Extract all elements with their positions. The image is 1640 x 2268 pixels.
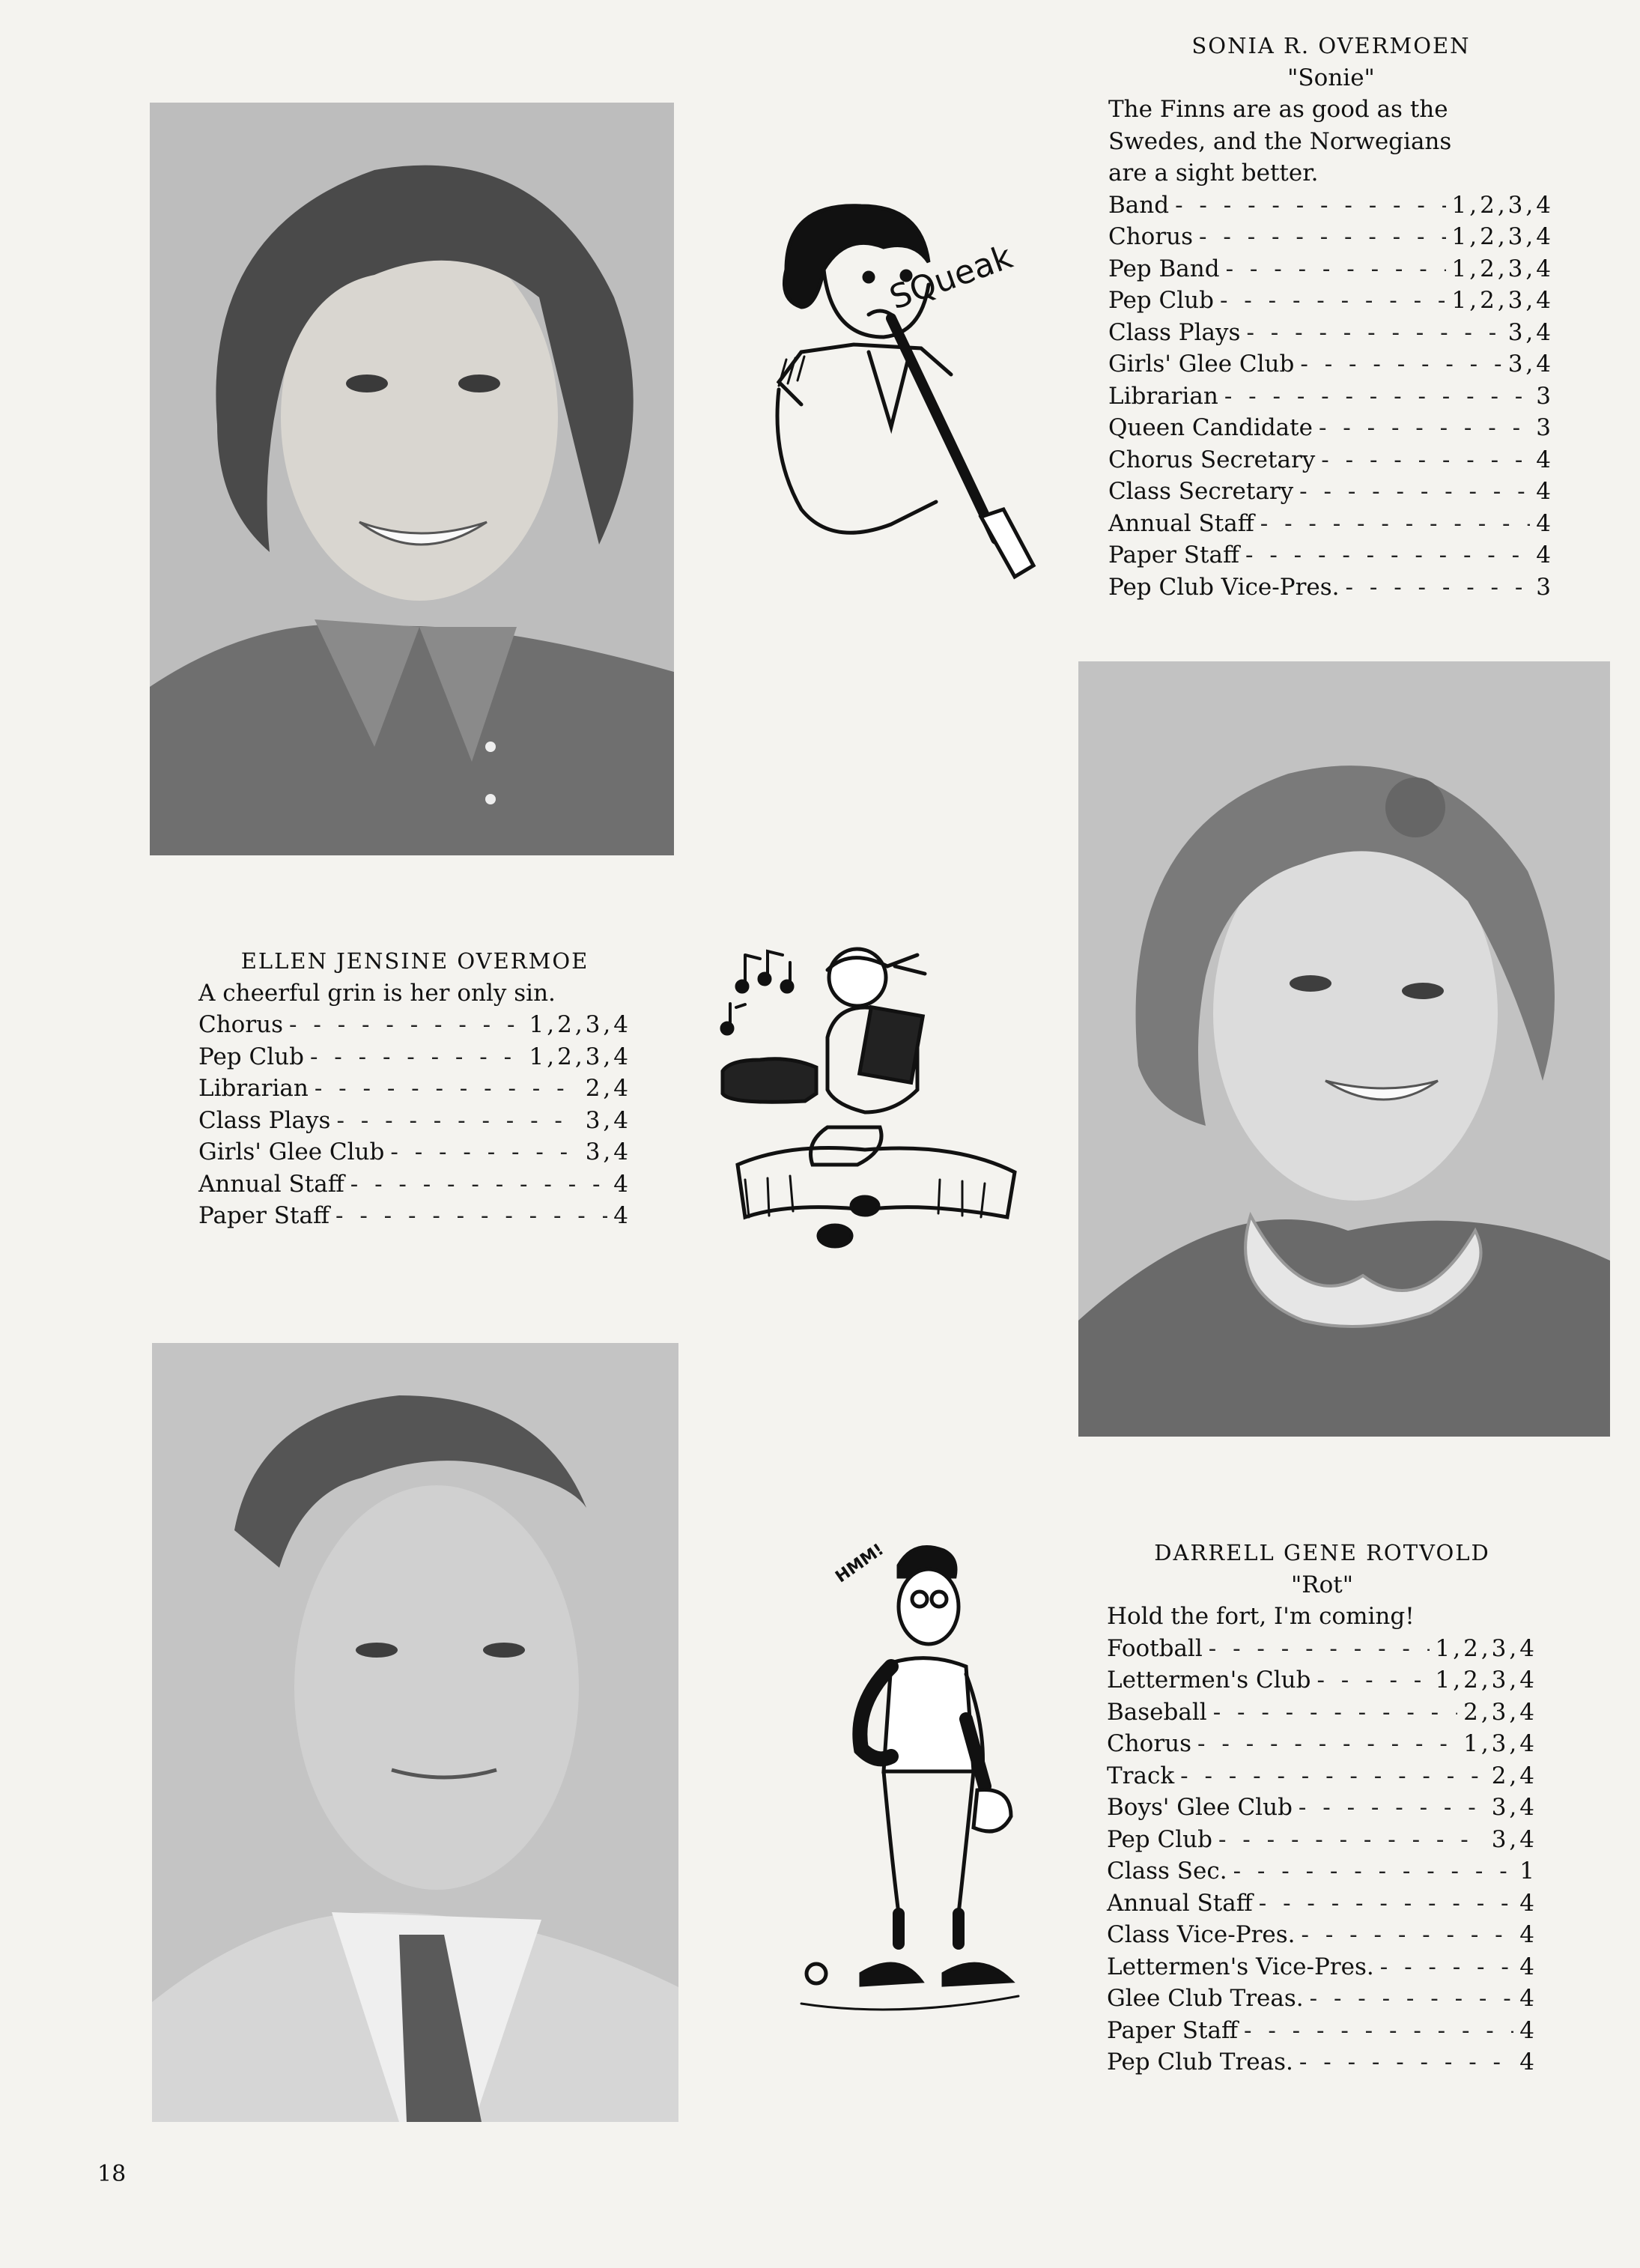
student-name: ELLEN JENSINE OVERMOE [240,948,589,974]
activity-row [1108,285,1554,317]
activity-years: 2,3,4 [1463,1698,1537,1726]
squeak-caption: SQueak [884,237,1018,318]
student-nickname: "Sonie" [1287,64,1375,91]
activity-years: 4 [1536,542,1554,568]
activity-row [1108,317,1554,349]
activity-years: 2,4 [585,1075,631,1102]
student-motto-line: A cheerful grin is her only sin. [198,979,556,1007]
activity-years: 1,2,3,4 [1451,191,1554,219]
activity-row [1107,1697,1537,1729]
activity-name: Librarian [198,1075,309,1102]
activity-years: 4 [1519,1889,1537,1917]
activity-row [1107,1664,1537,1697]
activity-row [198,1009,631,1041]
activity-years: 1,2,3,4 [1451,255,1554,282]
student-bio-sonia [1108,30,1554,603]
activity-row [1107,2046,1537,2079]
activity-years: 1,2,3,4 [1435,1634,1537,1662]
activity-row [1107,1855,1537,1888]
portrait-photo-darrell [152,1343,678,2122]
activity-row [1107,1983,1537,2015]
activity-years: 4 [613,1170,631,1198]
activity-years: 3,4 [585,1106,631,1134]
clarinet-player-cartoon [756,187,1071,607]
activity-name: Chorus [198,1011,284,1038]
activity-name: Class Sec. [1107,1858,1227,1885]
activity-years: 1,2,3,4 [529,1043,631,1070]
activity-row [1108,412,1554,444]
activity-row [1108,253,1554,285]
activity-years: 3 [1536,382,1554,410]
activity-years: 2,4 [1491,1762,1537,1789]
activity-name: Annual Staff [1107,1889,1253,1917]
student-motto-line: Swedes, and the Norwegians [1108,127,1452,155]
activity-years: 4 [1519,1921,1537,1948]
activity-years: 4 [1536,478,1554,505]
activity-row [198,1168,631,1201]
activity-row [1108,476,1554,508]
activity-years: 3 [1536,414,1554,441]
activity-name: Pep Band [1108,255,1220,282]
activity-name: Lettermen's Vice-Pres. [1107,1953,1374,1980]
activity-row [1107,1919,1537,1951]
activity-name: Chorus [1108,223,1194,250]
activity-years: 4 [1536,446,1554,473]
activity-name: Queen Candidate [1108,414,1313,441]
activity-name: Chorus Secretary [1108,446,1316,473]
activity-name: Football [1107,1634,1203,1662]
student-nickname: "Rot" [1291,1571,1353,1598]
activity-name: Pep Club [1107,1825,1212,1853]
portrait-photo-sonia [150,103,674,855]
activity-row [1107,1888,1537,1920]
activity-name: Class Vice-Pres. [1107,1921,1296,1948]
activity-years: 1,3,4 [1463,1730,1537,1757]
activity-row [1108,444,1554,476]
activity-name: Girls' Glee Club [1108,351,1295,378]
activity-name: Paper Staff [1108,542,1240,568]
activity-years: 4 [1519,2016,1537,2044]
activity-years: 4 [1519,1953,1537,1980]
activity-years: 1,2,3,4 [1435,1667,1537,1694]
activity-row [1107,1951,1537,1983]
activity-row [198,1041,631,1073]
activity-name: Baseball [1107,1698,1207,1726]
activity-row [1108,221,1554,253]
activity-name: Annual Staff [198,1170,344,1198]
activity-row [1108,380,1554,413]
baseball-player-cartoon [786,1524,1033,2026]
activity-name: Pep Club Treas. [1107,2049,1293,2076]
student-bio-darrell [1107,1537,1537,2079]
activity-name: Girls' Glee Club [198,1138,385,1165]
activity-row [1108,571,1554,604]
activity-row [198,1073,631,1105]
activity-row [1108,508,1554,540]
activity-years: 4 [1519,2049,1537,2076]
activity-row [1107,1633,1537,1665]
activity-years: 1,2,3,4 [1451,287,1554,314]
activity-row [1107,2015,1537,2047]
activity-years: 3,4 [1507,351,1554,378]
activity-row [1107,1760,1537,1792]
activity-years: 3,4 [1491,1794,1537,1821]
activity-row [1107,1824,1537,1856]
activity-years: 1,2,3,4 [529,1011,631,1038]
activity-row [1107,1728,1537,1760]
activity-name: Class Plays [198,1106,331,1134]
activity-years: 3 [1536,573,1554,601]
activity-name: Pep Club [1108,287,1214,314]
activity-name: Band [1108,191,1170,219]
activity-name: Paper Staff [198,1202,330,1229]
activity-years: 1,2,3,4 [1451,223,1554,250]
portrait-photo-ellen [1078,661,1610,1437]
activity-row [1108,189,1554,222]
activity-years: 3,4 [585,1138,631,1165]
student-motto-line: Hold the fort, I'm coming! [1107,1603,1415,1630]
activity-name: Lettermen's Club [1107,1667,1311,1694]
activity-years: 4 [1536,509,1554,537]
activity-years: 4 [613,1202,631,1229]
activity-row [1108,348,1554,380]
activity-name: Track [1107,1762,1175,1789]
activity-name: Chorus [1107,1730,1192,1757]
activity-name: Class Secretary [1108,478,1294,505]
activity-name: Class Plays [1108,318,1241,346]
activity-name: Librarian [1108,382,1218,410]
hmm-caption: HMM! [832,1540,887,1587]
activity-name: Paper Staff [1107,2016,1239,2044]
activity-name: Boys' Glee Club [1107,1794,1293,1821]
activity-years: 4 [1519,1985,1537,2012]
activity-years: 1 [1519,1858,1537,1885]
student-bio-ellen [198,945,631,1232]
activity-row [1107,1792,1537,1824]
record-player-girl-cartoon [715,940,1030,1255]
activity-row [198,1200,631,1232]
activity-row [1108,539,1554,571]
student-name: SONIA R. OVERMOEN [1191,33,1471,58]
activity-name: Pep Club Vice-Pres. [1108,573,1340,601]
activity-name: Glee Club Treas. [1107,1985,1304,2012]
activity-row [198,1105,631,1137]
activity-name: Annual Staff [1108,509,1254,537]
activity-name: Pep Club [198,1043,304,1070]
activity-years: 3,4 [1507,318,1554,346]
activity-years: 3,4 [1491,1825,1537,1853]
page-number: 18 [97,2161,127,2187]
activity-row [198,1136,631,1168]
student-motto-line: The Finns are as good as the [1108,96,1448,123]
student-motto-line: are a sight better. [1108,160,1319,187]
student-name: DARRELL GENE ROTVOLD [1154,1540,1490,1565]
